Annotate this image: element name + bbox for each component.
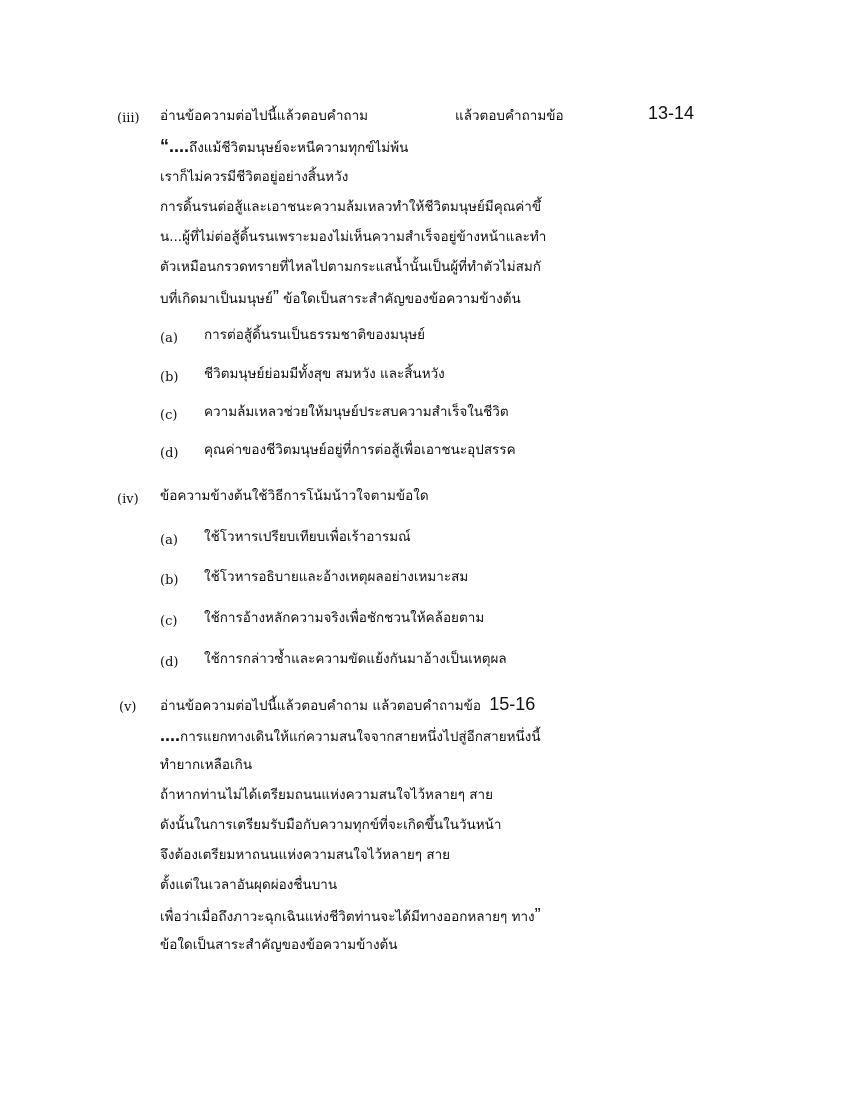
q3-instruction: อ่านข้อความต่อไปนี้แล้วตอบคำถาม	[160, 108, 369, 124]
q3-option-d-text[interactable]: คุณค่าของชีวิตมนุษย์อยู่ที่การต่อสู้เพื่อเอาชนะอุปสรรค	[204, 442, 516, 458]
q3-option-c-text[interactable]: ความล้มเหลวช่วยให้มนุษย์ประสบความสำเร็จในชีวิต	[204, 404, 509, 420]
q5-instruction: อ่านข้อความต่อไปนี้แล้วตอบคำถาม แล้วตอบคำถามข้อ	[160, 698, 481, 714]
q3-passage-line-1	[160, 137, 408, 157]
q3-option-c-label[interactable]: (c)	[160, 408, 178, 423]
q5-question-text: ข้อใดเป็นสาระสำคัญของข้อความข้างต้น	[160, 937, 398, 953]
q3-passage-text-6: บที่เกิดมาเป็นมนุษย์	[160, 291, 273, 307]
q5-ellipsis: ....	[160, 725, 181, 745]
q5-instruction-line	[160, 695, 535, 715]
q4-option-c-text[interactable]: ใช้การอ้างหลักความจริงเพื่อชักชวนให้คล้อยตาม	[204, 610, 485, 626]
question-number-iii: (iii)	[117, 111, 140, 126]
q3-passage-line-3: การดิ้นรนต่อสู้และเอาชนะความล้มเหลวทำให้ชีวิตมนุษย์มีคุณค่าขึ้	[160, 199, 542, 215]
q3-option-b-text[interactable]: ชีวิตมนุษย์ย่อมมีทั้งสุข สมหวัง และสิ้นหวัง	[204, 366, 445, 382]
q3-quote-open: “....	[160, 136, 190, 156]
q5-passage-text-1: การแยกทางเดินให้แก่ความสนใจจากสายหนึ่งไปสู่อีกสายหนึ่งนี้	[180, 729, 541, 745]
q5-passage-line-3: ถ้าหากท่านไม่ได้เตรียมถนนแห่งความสนใจไว้หลายๆ สาย	[160, 787, 493, 803]
q4-option-a-label[interactable]: (a)	[160, 533, 178, 548]
q5-passage-line-6: ตั้งแต่ในเวลาอันผุดผ่องชื่นบาน	[160, 877, 338, 893]
q3-option-d-label[interactable]: (d)	[160, 446, 179, 461]
q4-option-a-text[interactable]: ใช้โวหารเปรียบเทียบเพื่อเร้าอารมณ์	[204, 529, 411, 545]
q3-passage-line-5: ตัวเหมือนกรวดทรายที่ไหลไปตามกระแสน้ำนั้นเป็นผู้ที่ทำตัวไม่สมกั	[160, 259, 541, 275]
question-number-v: (v)	[119, 700, 137, 715]
question-number-iv: (iv)	[117, 492, 139, 507]
q5-question-range: 15-16	[489, 694, 536, 714]
q3-option-a-text[interactable]: การต่อสู้ดิ้นรนเป็นธรรมชาติของมนุษย์	[204, 327, 426, 343]
q5-passage-line-7	[160, 906, 541, 926]
q5-quote-close: ”	[534, 905, 541, 925]
q3-question-range: 13-14	[648, 103, 695, 123]
q3-question-text: ข้อใดเป็นสาระสำคัญของข้อความข้างต้น	[278, 291, 521, 307]
q5-passage-line-4: ดังนั้นในการเตรียมรับมือกับความทุกข์ที่จะเกิดขึ้นในวันหน้า	[160, 817, 502, 833]
q5-passage-text-7: เพื่อว่าเมื่อถึงภาวะฉุกเฉินแห่งชีวิตท่านจะได้มีทางออกหลายๆ ทาง	[160, 909, 535, 925]
q3-instruction-repeat: แล้วตอบคำถามข้อ	[455, 108, 564, 124]
q3-passage-line-6	[160, 288, 521, 308]
q4-option-b-label[interactable]: (b)	[160, 573, 179, 588]
q3-option-b-label[interactable]: (b)	[160, 370, 179, 385]
q4-option-d-label[interactable]: (d)	[160, 655, 179, 670]
q3-passage-line-2: เราก็ไม่ควรมีชีวิตอยู่อย่างสิ้นหวัง	[160, 169, 349, 185]
q4-option-b-text[interactable]: ใช้โวหารอธิบายและอ้างเหตุผลอย่างเหมาะสม	[204, 569, 469, 585]
q3-option-a-label[interactable]: (a)	[160, 331, 178, 346]
q5-passage-line-1	[160, 726, 541, 746]
q3-passage-line-4: น...ผู้ที่ไม่ต่อสู้ดิ้นรนเพราะมองไม่เห็นความสำเร็จอยู่ข้างหน้าและทำ	[160, 229, 547, 245]
q5-passage-line-5: จึงต้องเตรียมหาถนนแห่งความสนใจไว้หลายๆ สาย	[160, 847, 451, 863]
q3-passage-text-1: ถึงแม้ชีวิตมนุษย์จะหนีความทุกข์ไม่พ้น	[189, 140, 409, 156]
q4-question-text: ข้อความข้างต้นใช้วิธีการโน้มน้าวใจตามข้อใด	[160, 488, 429, 504]
q4-option-c-label[interactable]: (c)	[160, 614, 178, 629]
q5-passage-line-2: ทำยากเหลือเกิน	[160, 757, 253, 773]
q4-option-d-text[interactable]: ใช้การกล่าวซ้ำและความขัดแย้งกันมาอ้างเป็นเหตุผล	[204, 651, 507, 667]
q3-quote-close: ”	[272, 287, 279, 307]
